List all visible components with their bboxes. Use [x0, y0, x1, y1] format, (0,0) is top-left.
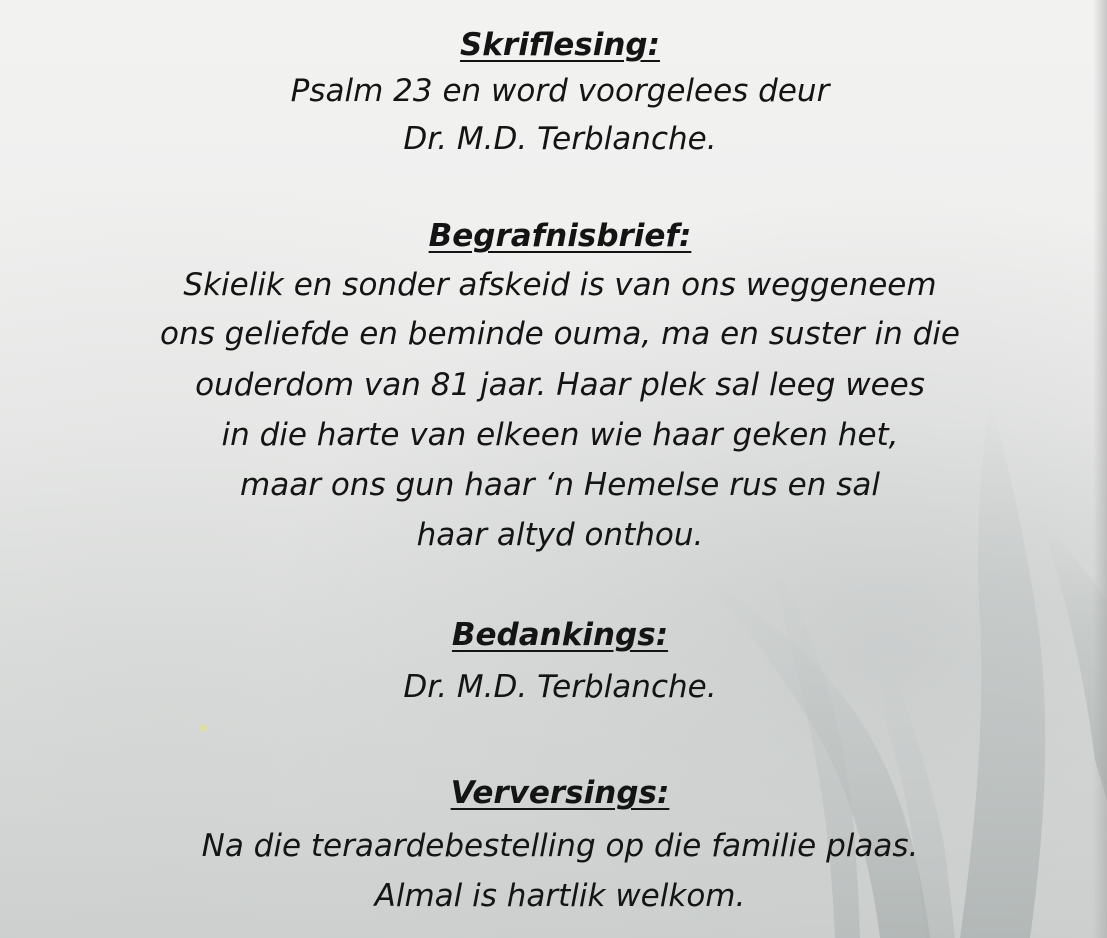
skriflesing-line-1: Psalm 23 en word voorgelees deur — [290, 73, 830, 109]
begrafnisbrief-line-2: ons geliefde en beminde ouma, ma en suster in die — [160, 316, 960, 352]
bedankings-line-1: Dr. M.D. Terblanche. — [403, 669, 717, 705]
skriflesing-line-2: Dr. M.D. Terblanche. — [403, 121, 717, 157]
section-heading-bedankings: Bedankings: — [451, 617, 669, 653]
begrafnisbrief-line-6: haar altyd onthou. — [416, 517, 704, 553]
begrafnisbrief-line-4: in die harte van elkeen wie haar geken het, — [221, 417, 899, 453]
verversings-line-1: Na die teraardebestelling op die familie plaas. — [201, 828, 919, 864]
begrafnisbrief-line-3: ouderdom van 81 jaar. Haar plek sal leeg wees — [195, 367, 925, 403]
begrafnisbrief-line-1: Skielik en sonder afskeid is van ons weggeneem — [183, 267, 937, 303]
section-heading-skriflesing: Skriflesing: — [459, 27, 661, 63]
verversings-line-2: Almal is hartlik welkom. — [374, 878, 746, 914]
section-heading-begrafnisbrief: Begrafnisbrief: — [428, 218, 692, 254]
section-heading-verversings: Verversings: — [450, 775, 670, 811]
begrafnisbrief-line-5: maar ons gun haar ‘n Hemelse rus en sal — [240, 467, 880, 503]
